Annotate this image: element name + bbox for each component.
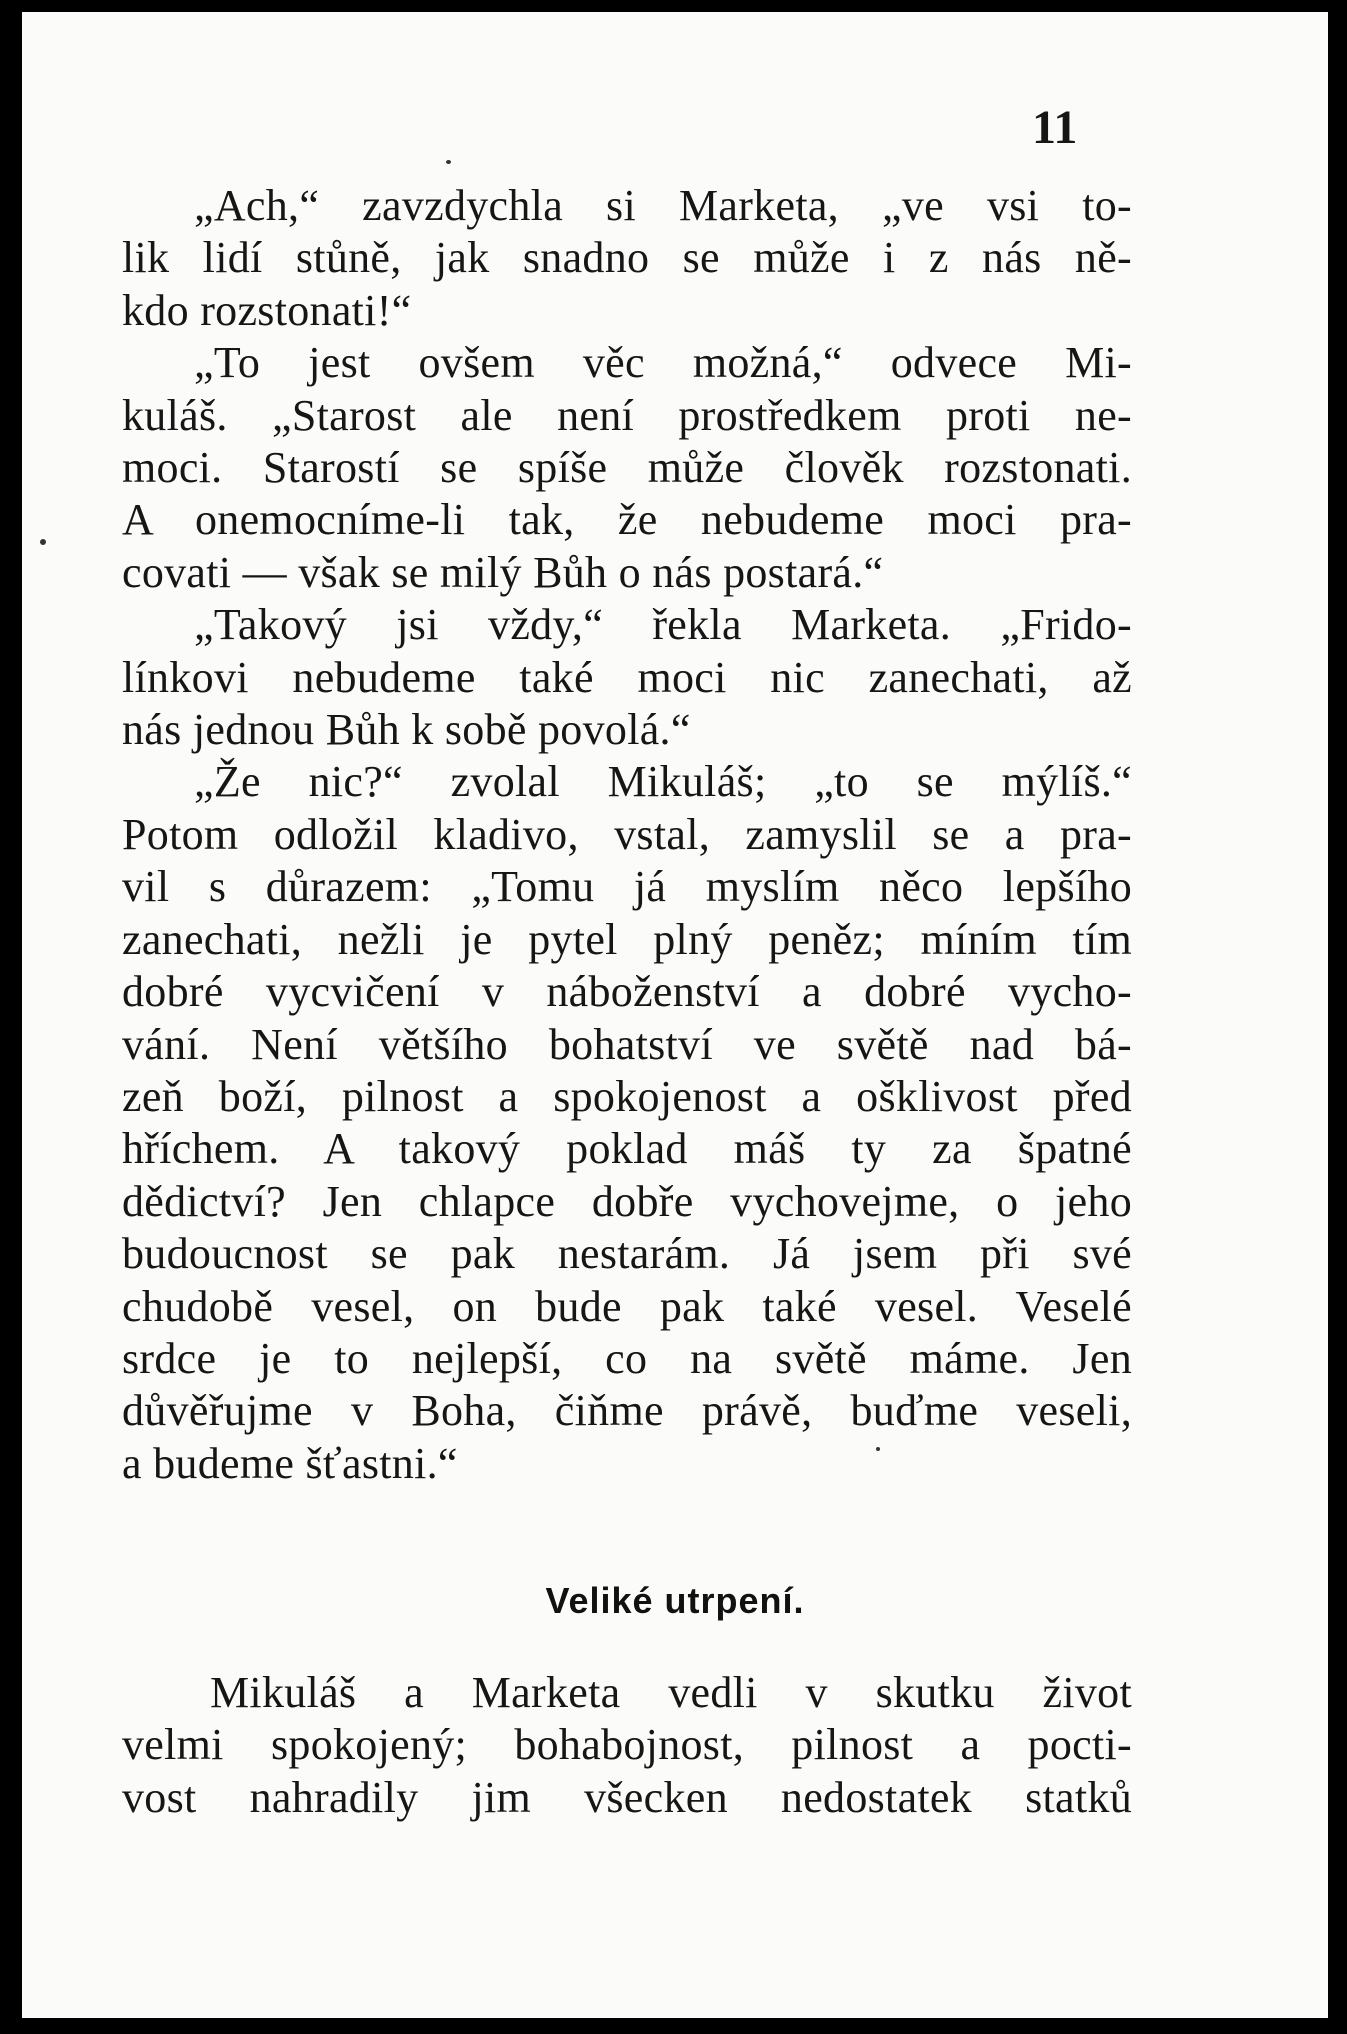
text-line: vost nahradily jim všecken nedostatek statků [122,1772,1132,1822]
text-line: zanechati, nežli je pytel plný peněz; míním tím [122,914,1132,964]
section-heading: Veliké utrpení. [545,1580,805,1621]
text-line: nás jednou Bůh k sobě povolá.“ [122,705,691,755]
text-line: velmi spokojený; bohabojnost, pilnost a pocti- [122,1720,1132,1770]
text-line: „Že nic?“ zvolal Mikuláš; „to se mýlíš.“ [194,757,1132,807]
text-line: zeň boží, pilnost a spokojenost a ošklivost před [122,1071,1132,1121]
text-line: srdce je to nejlepší, co na světě máme. Jen [122,1333,1132,1383]
ink-speck [876,1447,880,1451]
ink-speck [446,160,451,164]
ink-speck [40,539,46,545]
text-line: budoucnost se pak nestarám. Já jsem při své [122,1229,1132,1279]
text-line: dobré vycvičení v náboženství a dobré vycho- [122,967,1132,1017]
text-line: „To jest ovšem věc možná,“ odvece Mi- [194,338,1132,388]
text-line: chudobě vesel, on bude pak také vesel. Veselé [122,1281,1132,1331]
text-line: důvěřujme v Boha, čiňme právě, buďme veseli, [122,1386,1132,1436]
page-number: 11 [1032,101,1078,154]
section-paragraph [122,1667,1132,1824]
text-line: „Ach,“ zavzdychla si Marketa, „ve vsi to- [194,181,1132,230]
text-line: A onemocníme-li tak, že nebudeme moci pra- [122,495,1132,545]
text-line: Potom odložil kladivo, vstal, zamyslil se a pra- [122,809,1132,859]
text-line: dědictví? Jen chlapce dobře vychovejme, o jeho [122,1176,1132,1226]
text-line: kuláš. „Starost ale není prostředkem proti ne- [122,390,1132,440]
text-line: lik lidí stůně, jak snadno se může i z nás ně- [122,233,1132,283]
text-line: vil s důrazem: „Tomu já myslím něco lepšího [122,862,1132,912]
text-line: hříchem. A takový poklad máš ty za špatné [122,1124,1132,1174]
text-line: línkovi nebudeme také moci nic zanechati, až [122,652,1132,702]
book-page [22,12,1328,2018]
text-line: kdo rozstonati!“ [122,285,412,335]
text-line: Mikuláš a Marketa vedli v skutku život [210,1668,1132,1717]
text-line: covati — však se milý Bůh o nás postará.“ [122,547,884,597]
text-line: a budeme šťastni.“ [122,1438,458,1488]
text-line: vání. Není většího bohatství ve světě nad bá- [122,1019,1132,1069]
text-line: moci. Starostí se spíše může člověk rozstonati. [122,443,1132,493]
text-line: „Takový jsi vždy,“ řekla Marketa. „Frido- [194,600,1132,650]
main-paragraphs [122,180,1132,1490]
